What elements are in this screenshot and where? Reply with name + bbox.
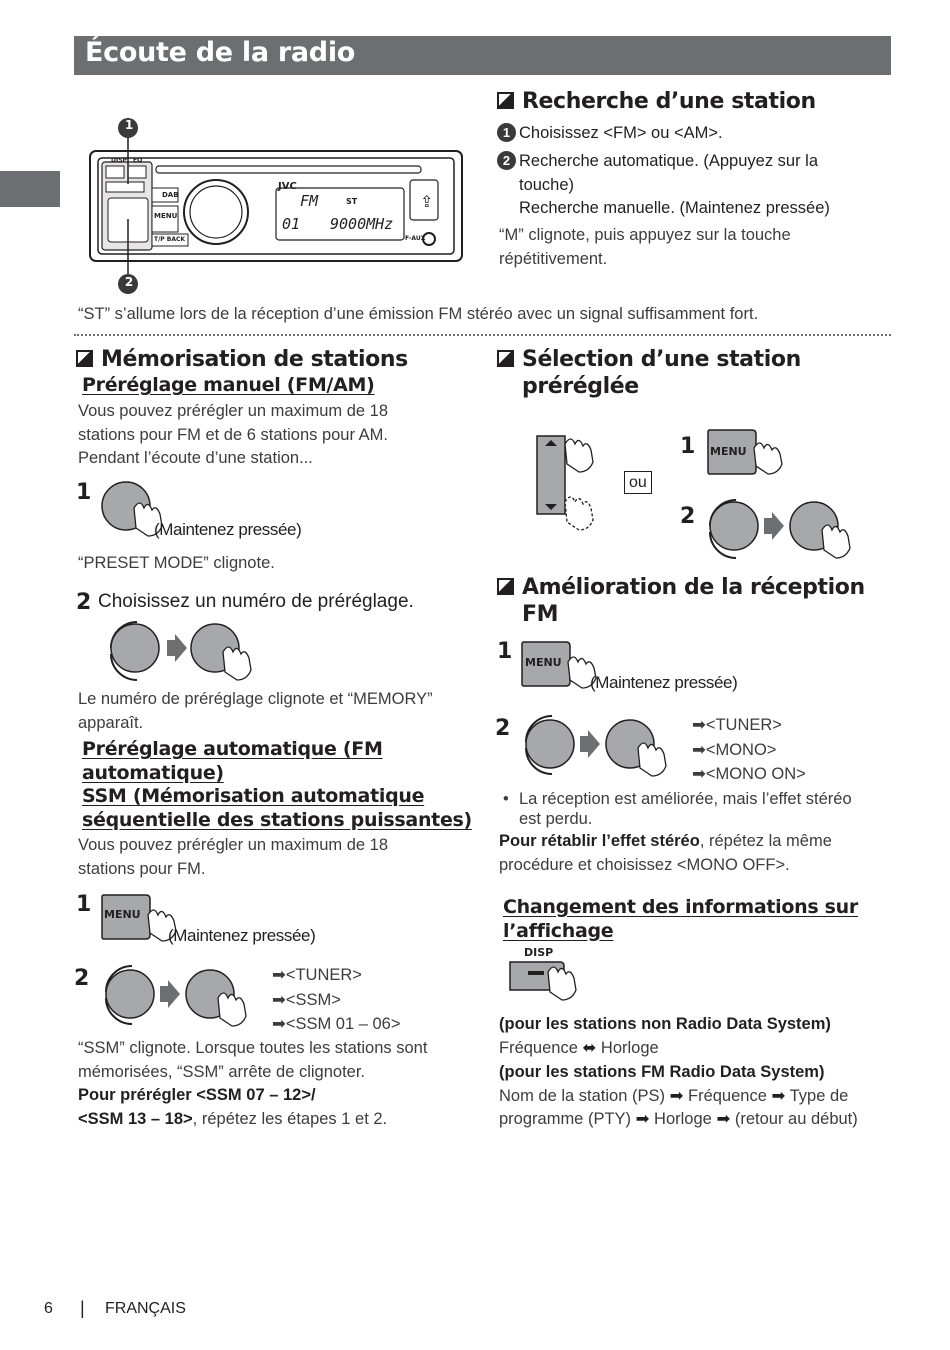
- device-frequency: 9000MHz: [330, 215, 394, 233]
- amelioration-restore: Pour rétablir l’effet stéréo, répétez la même procédure et choisissez <MONO OFF>.: [499, 832, 832, 874]
- arrow-right-icon: ➡: [692, 765, 706, 783]
- recherche-step2-num: 2: [497, 150, 517, 174]
- device-menu-label: MENU: [154, 212, 178, 220]
- manual-preset-heading: Préréglage manuel (FM/AM): [82, 374, 375, 396]
- page-number: 6: [44, 1300, 53, 1317]
- auto-menu-label: MENU: [104, 908, 141, 921]
- recherche-heading: Recherche d’une station: [497, 88, 816, 115]
- arrow-right-icon: ➡: [635, 1110, 650, 1128]
- recherche-note: “M” clignote, puis appuyez sur la touche répétitivement.: [499, 226, 791, 268]
- auto-menu-path: ➡<TUNER> ➡<SSM> ➡<SSM 01 – 06>: [272, 966, 401, 1033]
- device-aux-label: F-AUX: [405, 235, 426, 242]
- recherche-step2: Recherche automatique. (Appuyez sur la touche) Recherche manuelle. (Maintenez pressée): [519, 152, 830, 217]
- device-preset: 01: [282, 215, 301, 233]
- auto-preset-heading: Préréglage automatique (FM automatique) SSM (Mémorisation automatique séquentielle des stations puissantes): [82, 738, 472, 831]
- selection-step1-num: 1: [680, 434, 696, 459]
- title-bar: [74, 36, 891, 75]
- amelioration-step1-num: 1: [497, 639, 513, 664]
- knob-turn-press-illustration: [704, 496, 864, 566]
- manual-step1-num: 1: [76, 480, 92, 505]
- amelioration-menu-path: ➡<TUNER> ➡<MONO> ➡<MONO ON>: [692, 716, 806, 783]
- arrow-right-icon: ➡: [692, 716, 706, 734]
- affichage-non-rds: (pour les stations non Radio Data System) Fréquence ⬌ Horloge: [499, 1015, 831, 1057]
- disp-button-illustration: [508, 958, 598, 1012]
- amelioration-menu-label: MENU: [525, 656, 562, 669]
- affichage-rds: (pour les stations FM Radio Data System) Nom de la station (PS) ➡ Fréquence ➡ Type de programme (PTY) ➡ Horloge ➡ (retour au début): [499, 1063, 858, 1128]
- arrow-right-icon: ➡: [692, 740, 706, 759]
- page-title: Écoute de la radio: [85, 37, 356, 68]
- recherche-step1: 1 Choisissez <FM> ou <AM>.: [497, 122, 887, 146]
- selection-step2-num: 2: [680, 504, 696, 529]
- auto-repeat-note: Pour prérégler <SSM 07 – 12>/ <SSM 13 – 18>, répétez les étapes 1 et 2.: [78, 1086, 388, 1128]
- memorisation-heading: Mémorisation de stations: [76, 346, 408, 373]
- device-disp-label: DISP: [111, 157, 127, 164]
- device-illustration: [86, 116, 466, 296]
- double-arrow-icon: ⬌: [582, 1038, 597, 1057]
- manual-step1-note: “PRESET MODE” clignote.: [78, 554, 275, 572]
- manual-intro: Vous pouvez prérégler un maximum de 18 stations pour FM et de 6 stations pour AM. Pendant l’écoute d’une station...: [78, 402, 389, 467]
- auto-hold-caption: (Maintenez pressée): [168, 926, 316, 945]
- arrow-right-icon: ➡: [771, 1086, 786, 1105]
- callout-1: 1: [124, 118, 134, 132]
- selection-heading: Sélection d’une station préréglée: [497, 346, 887, 400]
- knob-turn-press-illustration: [100, 962, 260, 1032]
- usb-icon: ⇪: [420, 192, 434, 211]
- manual-hold-caption: (Maintenez pressée): [154, 520, 302, 539]
- amelioration-bullet: • La réception est améliorée, mais l’effet stéréo est perdu.: [503, 790, 852, 828]
- device-brand: JVC: [278, 181, 297, 192]
- section-square-icon: [497, 350, 514, 367]
- device-band: FM: [300, 192, 319, 210]
- amelioration-heading: Amélioration de la réception FM: [497, 574, 887, 628]
- manual-step2-note: Le numéro de préréglage clignote et “MEMORY” apparaît.: [78, 690, 433, 732]
- callout-2: 2: [124, 275, 134, 289]
- device-stereo: ST: [346, 197, 358, 206]
- section-square-icon: [497, 578, 514, 595]
- footer-language: FRANÇAIS: [105, 1300, 186, 1317]
- arrow-right-icon: ➡: [716, 1110, 731, 1128]
- manual-step2-text: Choisissez un numéro de préréglage.: [98, 591, 414, 612]
- updown-buttons-illustration: [535, 432, 615, 540]
- arrow-right-icon: ➡: [272, 1015, 286, 1033]
- auto-note: “SSM” clignote. Lorsque toutes les stations sont mémorisées, “SSM” arrête de clignoter.: [78, 1039, 428, 1081]
- knob-turn-press-illustration: [105, 618, 265, 688]
- side-tab: [0, 171, 60, 207]
- amelioration-hold-caption: (Maintenez pressée): [590, 673, 738, 692]
- selection-menu-label: MENU: [710, 445, 747, 458]
- knob-turn-press-illustration: [520, 712, 680, 782]
- section-square-icon: [76, 350, 93, 367]
- divider: [74, 334, 891, 336]
- auto-step1-num: 1: [76, 892, 92, 917]
- footer-separator: |: [80, 1298, 85, 1318]
- amelioration-step2-num: 2: [495, 716, 511, 741]
- arrow-right-icon: ➡: [669, 1086, 684, 1105]
- st-note: “ST” s’allume lors de la réception d’une émission FM stéréo avec un signal suffisamment fort.: [78, 305, 759, 323]
- auto-intro: Vous pouvez prérégler un maximum de 18 stations pour FM.: [78, 836, 389, 878]
- affichage-heading: Changement des informations sur l’affichage: [503, 896, 858, 942]
- manual-step2-num: 2: [76, 590, 92, 615]
- auto-step2-num: 2: [74, 966, 90, 991]
- arrow-right-icon: ➡: [272, 990, 286, 1009]
- ou-label: ou: [624, 471, 652, 494]
- section-square-icon: [497, 92, 514, 109]
- disp-label: DISP: [524, 946, 554, 959]
- device-dab-label: DAB: [162, 191, 179, 199]
- arrow-right-icon: ➡: [272, 966, 286, 984]
- device-eq-label: EQ: [133, 157, 143, 164]
- device-tp-back-label: T/P BACK: [154, 236, 186, 243]
